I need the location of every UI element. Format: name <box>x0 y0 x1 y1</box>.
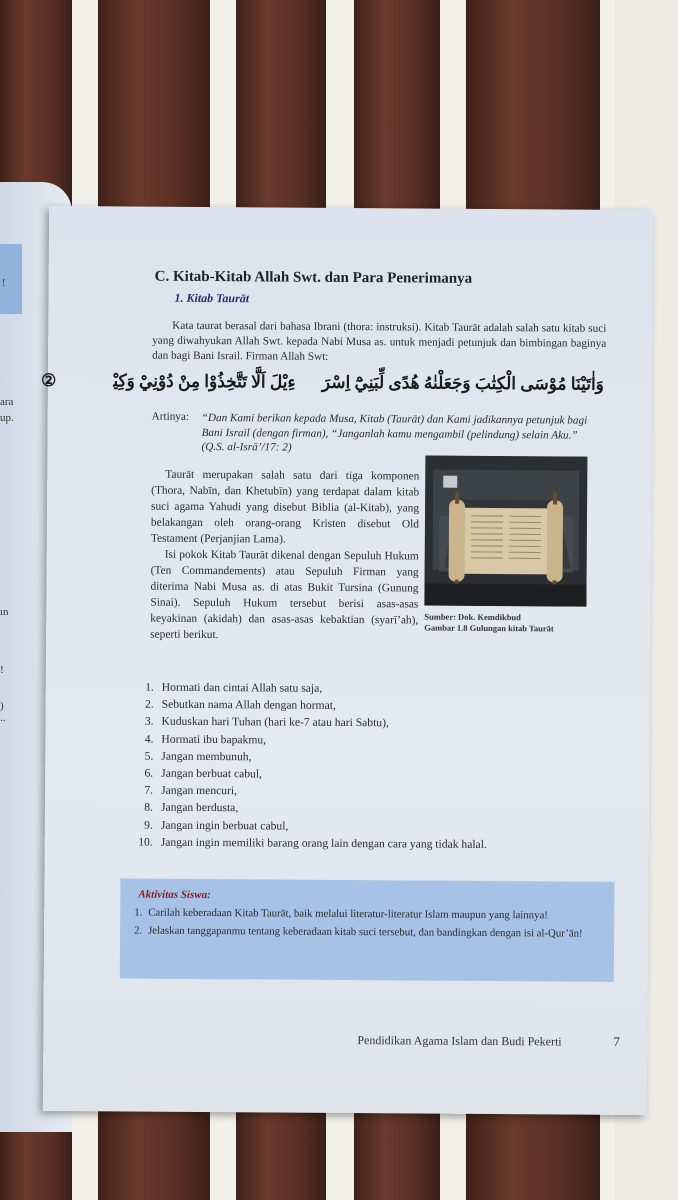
body-text <box>150 467 419 645</box>
torah-scroll-illustration <box>424 456 587 607</box>
book-title-footer: Pendidikan Agama Islam dan Budi Pekerti <box>357 1033 562 1049</box>
list-item: 7. Jangan mencuri, <box>144 783 238 798</box>
list-item: 4. Hormati ibu bapakmu, <box>144 732 267 747</box>
left-page-fragment: ) <box>0 700 4 712</box>
list-item: 8. Jangan berdusta, <box>144 801 239 815</box>
left-page-fragment: ara <box>0 396 14 408</box>
list-item: 6. Jangan berbuat cabul, <box>144 766 263 781</box>
figure-caption: Gambar 1.8 Gulungan kitab Taurāt <box>424 622 554 634</box>
translation-text: “Dan Kami berikan kepada Musa, Kitab (Taurāt) dan Kami jadikannya petunjuk bagi Bani Israil (dengan firman), “Janganlah kamu mengambil (pelindung) selain Aku.” (Q.S. al-Isrā’/17: 2) <box>201 411 588 454</box>
body-paragraph: Isi pokok Kitab Taurāt dikenal dengan Sepuluh Hukum (Ten Commandements) atau Sepuluh Firman yang diterima Nabi Musa as. di atas Bukit Tursina (Gunung Sinai). Sepuluh Hukum tersebut berisi asas-asas keyakinan (akidah) dan asas-asas kebaktian (syarī’ah), seperti berikut. <box>150 548 419 642</box>
list-item: 5. Jangan membunuh, <box>144 749 252 764</box>
left-page-fragment: .. <box>0 712 6 724</box>
figure-source: Sumber: Dok. Kemdikbud <box>424 611 521 623</box>
translation-label: Artinya: <box>151 410 190 423</box>
list-item: 10. Jangan ingin memiliki barang orang lain dengan cara yang tidak halal. <box>138 835 487 851</box>
commandments-list <box>133 679 604 854</box>
list-item: 2. Sebutkan nama Allah dengan hormat, <box>144 697 336 713</box>
activity-list <box>134 906 610 945</box>
activity-title: Aktivitas Siswa: <box>138 888 211 902</box>
section-heading: C. Kitab-Kitab Allah Swt. dan Para Penerimanya <box>154 268 473 287</box>
left-page-fragment: ın <box>0 606 9 618</box>
list-item: 9. Jangan ingin berbuat cabul, <box>144 818 289 833</box>
torah-scroll-photo <box>424 456 587 607</box>
page-number: 7 <box>613 1033 620 1049</box>
list-item: 1. Hormati dan cintai Allah satu saja, <box>145 680 323 695</box>
list-item: 2. Jelaskan tanggapanmu tentang keberadaan kitab suci tersebut, dan bandingkan dengan isi al-Qur’ān! <box>134 924 583 940</box>
intro-paragraph: Kata taurat berasal dari bahasa Ibrani (thora: instruksi). Kitab Taurāt adalah salah satu kitab suci yang diwahyukan Allah Swt. kepada Nabi Musa as. untuk menjadi petunjuk dan bimbingan baginya dan bagi Bani Israil. Firman Allah Swt: <box>152 319 607 363</box>
list-item: 1. Carilah keberadaan Kitab Taurāt, baik melalui literatur-literatur Islam maupun yang lainnya! <box>134 906 548 922</box>
student-activity-box <box>120 878 615 981</box>
book-page <box>40 206 653 1115</box>
subsection-heading: 1. Kitab Taurāt <box>174 290 250 306</box>
left-page-fragment: ! <box>2 278 6 289</box>
body-paragraph: Taurāt merupakan salah satu dari tiga komponen (Thora, Nabīn, dan Khetubīn) yang terdapat dalam kitab suci agama Yahudi yang disebut Biblia (al-Kitab), yang belakangan oleh orang-orang Kristen disebut Old Testament (Perjanjian Lama). <box>150 468 420 546</box>
left-page-fragment: up. <box>0 412 14 424</box>
list-item: 3. Kuduskan hari Tuhan (hari ke-7 atau hari Sabtu), <box>144 714 389 730</box>
arabic-verse: وَاٰتَيْنَا مُوْسَى الْكِتٰبَ وَجَعَلْنٰهُ هُدًى لِّبَنِيْٓ اِسْرَاۤءِيْلَ اَلَّا تَتَّخِذُوْا مِنْ دُوْنِيْ وَكِيْلًاۗ ② <box>40 370 605 394</box>
left-page-fragment: ! <box>0 664 4 676</box>
